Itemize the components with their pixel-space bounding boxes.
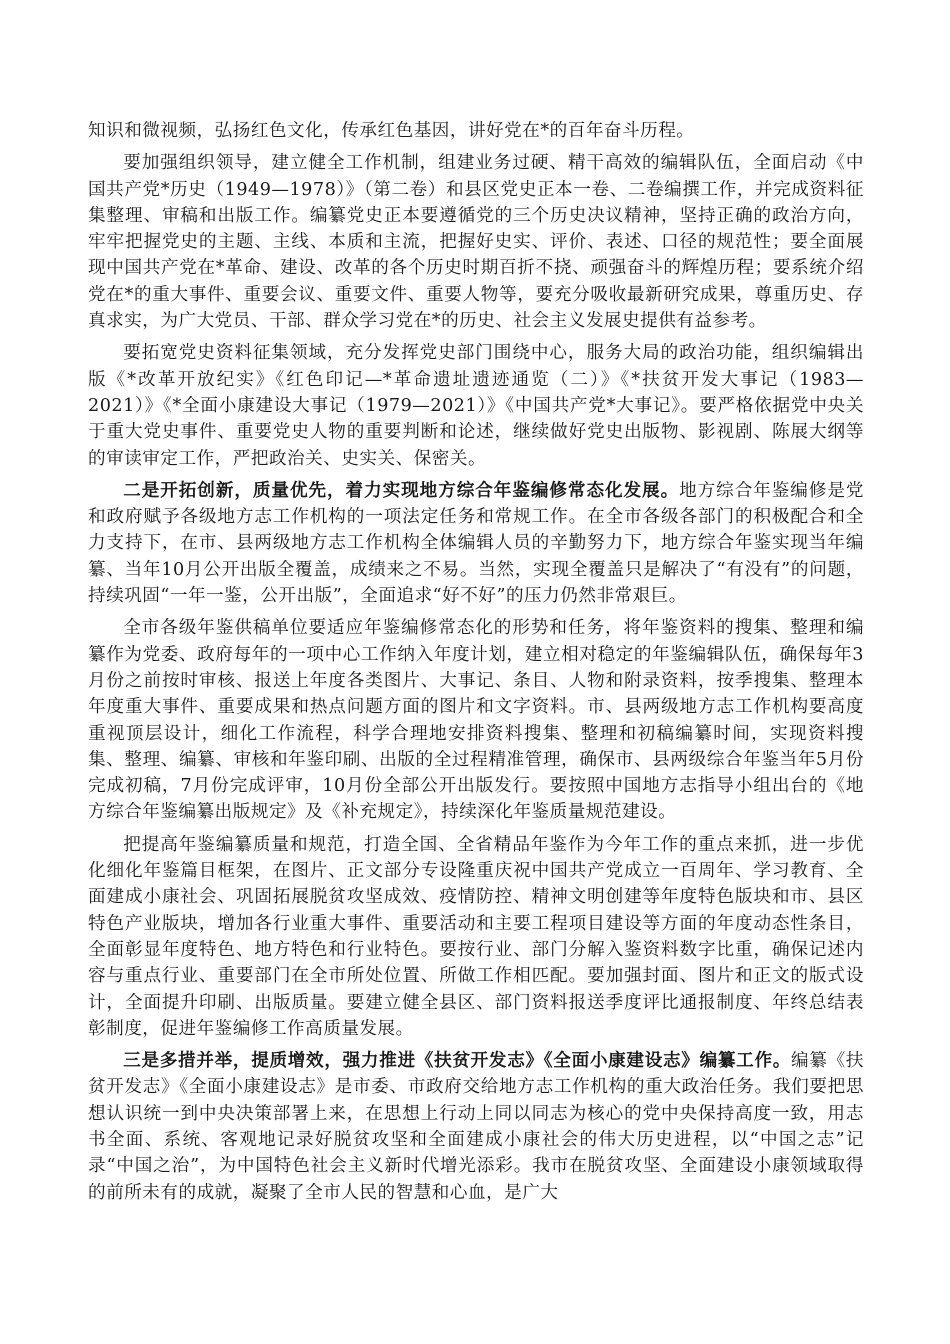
paragraph-2-text: 要加强组织领导，建立健全工作机制，组建业务过硬、精干高效的编辑队伍，全面启动《中国共产党*历史（1949—1978）》（第二卷）和县区党史正本一卷、二卷编撰工作，并完成资料征集整理、审稿和出版工作。编纂党史正本要遵循党的三个历史决议精神，坚持正确的政治方向，牢牢把握党史的主题、主线、本质和主流，把握好史实、评价、表述、口径的规范性；要全面展现中国共产党在*革命、建设、改革的各个历史时期百折不挠、顽强奋斗的辉煌历程；要系统介绍党在*的重大事件、重要会议、重要文件、重要人物等，要充分吸收最新研究成果，尊重历史、存真求实，为广大党员、干部、群众学习党在*的历史、社会主义发展史提供有益参考。 bbox=[88, 153, 864, 332]
paragraph-6 bbox=[88, 832, 864, 1042]
paragraph-4-text: 地方综合年鉴编修是党和政府赋予各级地方志工作机构的一项法定任务和常规工作。在全市各级各部门的积极配合和全力支持下，在市、县两级地方志工作机构全体编辑人员的辛勤努力下，地方综合年鉴实现当年编纂、当年10月公开出版全覆盖，成绩来之不易。当然，实现全覆盖只是解决了“有没有”的问题，持续巩固“一年一鉴，公开出版”，全面追求“好不好”的压力仍然非常艰巨。 bbox=[88, 480, 864, 607]
document-body bbox=[88, 118, 864, 1212]
paragraph-6-text: 把提高年鉴编纂质量和规范，打造全国、全省精品年鉴作为今年工作的重点来抓，进一步优化细化年鉴篇目框架，在图片、正文部分专设隆重庆祝中国共产党成立一百周年、学习教育、全面建成小康社会、巩固拓展脱贫攻坚成效、疫情防控、精神文明创建等年度特色版块和市、县区特色产业版块，增加各行业重大事件、重要活动和主要工程项目建设等方面的年度动态性条目，全面彰显年度特色、地方特色和行业特色。要按行业、部门分解入鉴资料数字比重，确保记述内容与重点行业、重要部门在全市所处位置、所做工作相匹配。要加强封面、图片和正文的版式设计，全面提升印刷、出版质量。要建立健全县区、部门资料报送季度评比通报制度、年终总结表彰制度，促进年鉴编修工作高质量发展。 bbox=[88, 834, 864, 1039]
paragraph-1 bbox=[88, 118, 864, 144]
paragraph-3 bbox=[88, 340, 864, 471]
paragraph-1-text: 知识和微视频，弘扬红色文化，传承红色基因，讲好党在*的百年奋斗历程。 bbox=[88, 121, 695, 141]
paragraph-7-lead: 三是多措并举，提质增效，强力推进《扶贫开发志》《全面小康建设志》编纂工作。 bbox=[123, 1050, 792, 1072]
paragraph-3-text: 要拓宽党史资料征集领域，充分发挥党史部门围绕中心，服务大局的政治功能，组织编辑出版《*改革开放纪实》《红色印记—*革命遗址遗迹通览（二）》《*扶贫开发大事记（1983—2021）》《*全面小康建设大事记（1979—2021）》《中国共产党*大事记》。要严格依据党中央关于重大党史事件、重要党史人物的重要判断和论述，继续做好党史出版物、影视剧、陈展大纲等的审读审定工作，严把政治关、史实关、保密关。 bbox=[88, 343, 864, 469]
paragraph-7 bbox=[88, 1048, 864, 1206]
paragraph-5 bbox=[88, 615, 864, 825]
paragraph-5-text: 全市各级年鉴供稿单位要适应年鉴编修常态化的形势和任务，将年鉴资料的搜集、整理和编纂作为党委、政府每年的一项中心工作纳入年度计划，建立相对稳定的年鉴编辑队伍，确保每年3月份之前按时审核、报送上年度各类图片、大事记、条目、人物和附录资料，按季搜集、整理本年度重大事件、重要成果和热点问题方面的图片和文字资料。市、县两级地方志工作机构要高度重视顶层设计，细化工作流程，科学合理地安排资料搜集、整理和初稿编纂时间，实现资料搜集、整理、编纂、审核和年鉴印刷、出版的全过程精准管理，确保市、县两级综合年鉴当年5月份完成初稿，7月份完成评审，10月份全部公开出版发行。要按照中国地方志指导小组出台的《地方综合年鉴编纂出版规定》及《补充规定》，持续深化年鉴质量规范建设。 bbox=[88, 618, 864, 823]
paragraph-7-text: 编纂《扶贫开发志》《全面小康建设志》是市委、市政府交给地方志工作机构的重大政治任务。我们要把思想认识统一到中央决策部署上来，在思想上行动上同以同志为核心的党中央保持高度一致，用志书全面、系统、客观地记录好脱贫攻坚和全面建成小康社会的伟大历史进程，以“中国之志”记录“中国之治”，为中国特色社会主义新时代增光添彩。我市在脱贫攻坚、全面建设小康领域取得的前所未有的成就，凝聚了全市人民的智慧和心血，是广大 bbox=[88, 1051, 864, 1203]
paragraph-4 bbox=[88, 478, 864, 609]
paragraph-2 bbox=[88, 150, 864, 334]
paragraph-4-lead: 二是开拓创新，质量优先，着力实现地方综合年鉴编修常态化发展。 bbox=[123, 479, 680, 501]
